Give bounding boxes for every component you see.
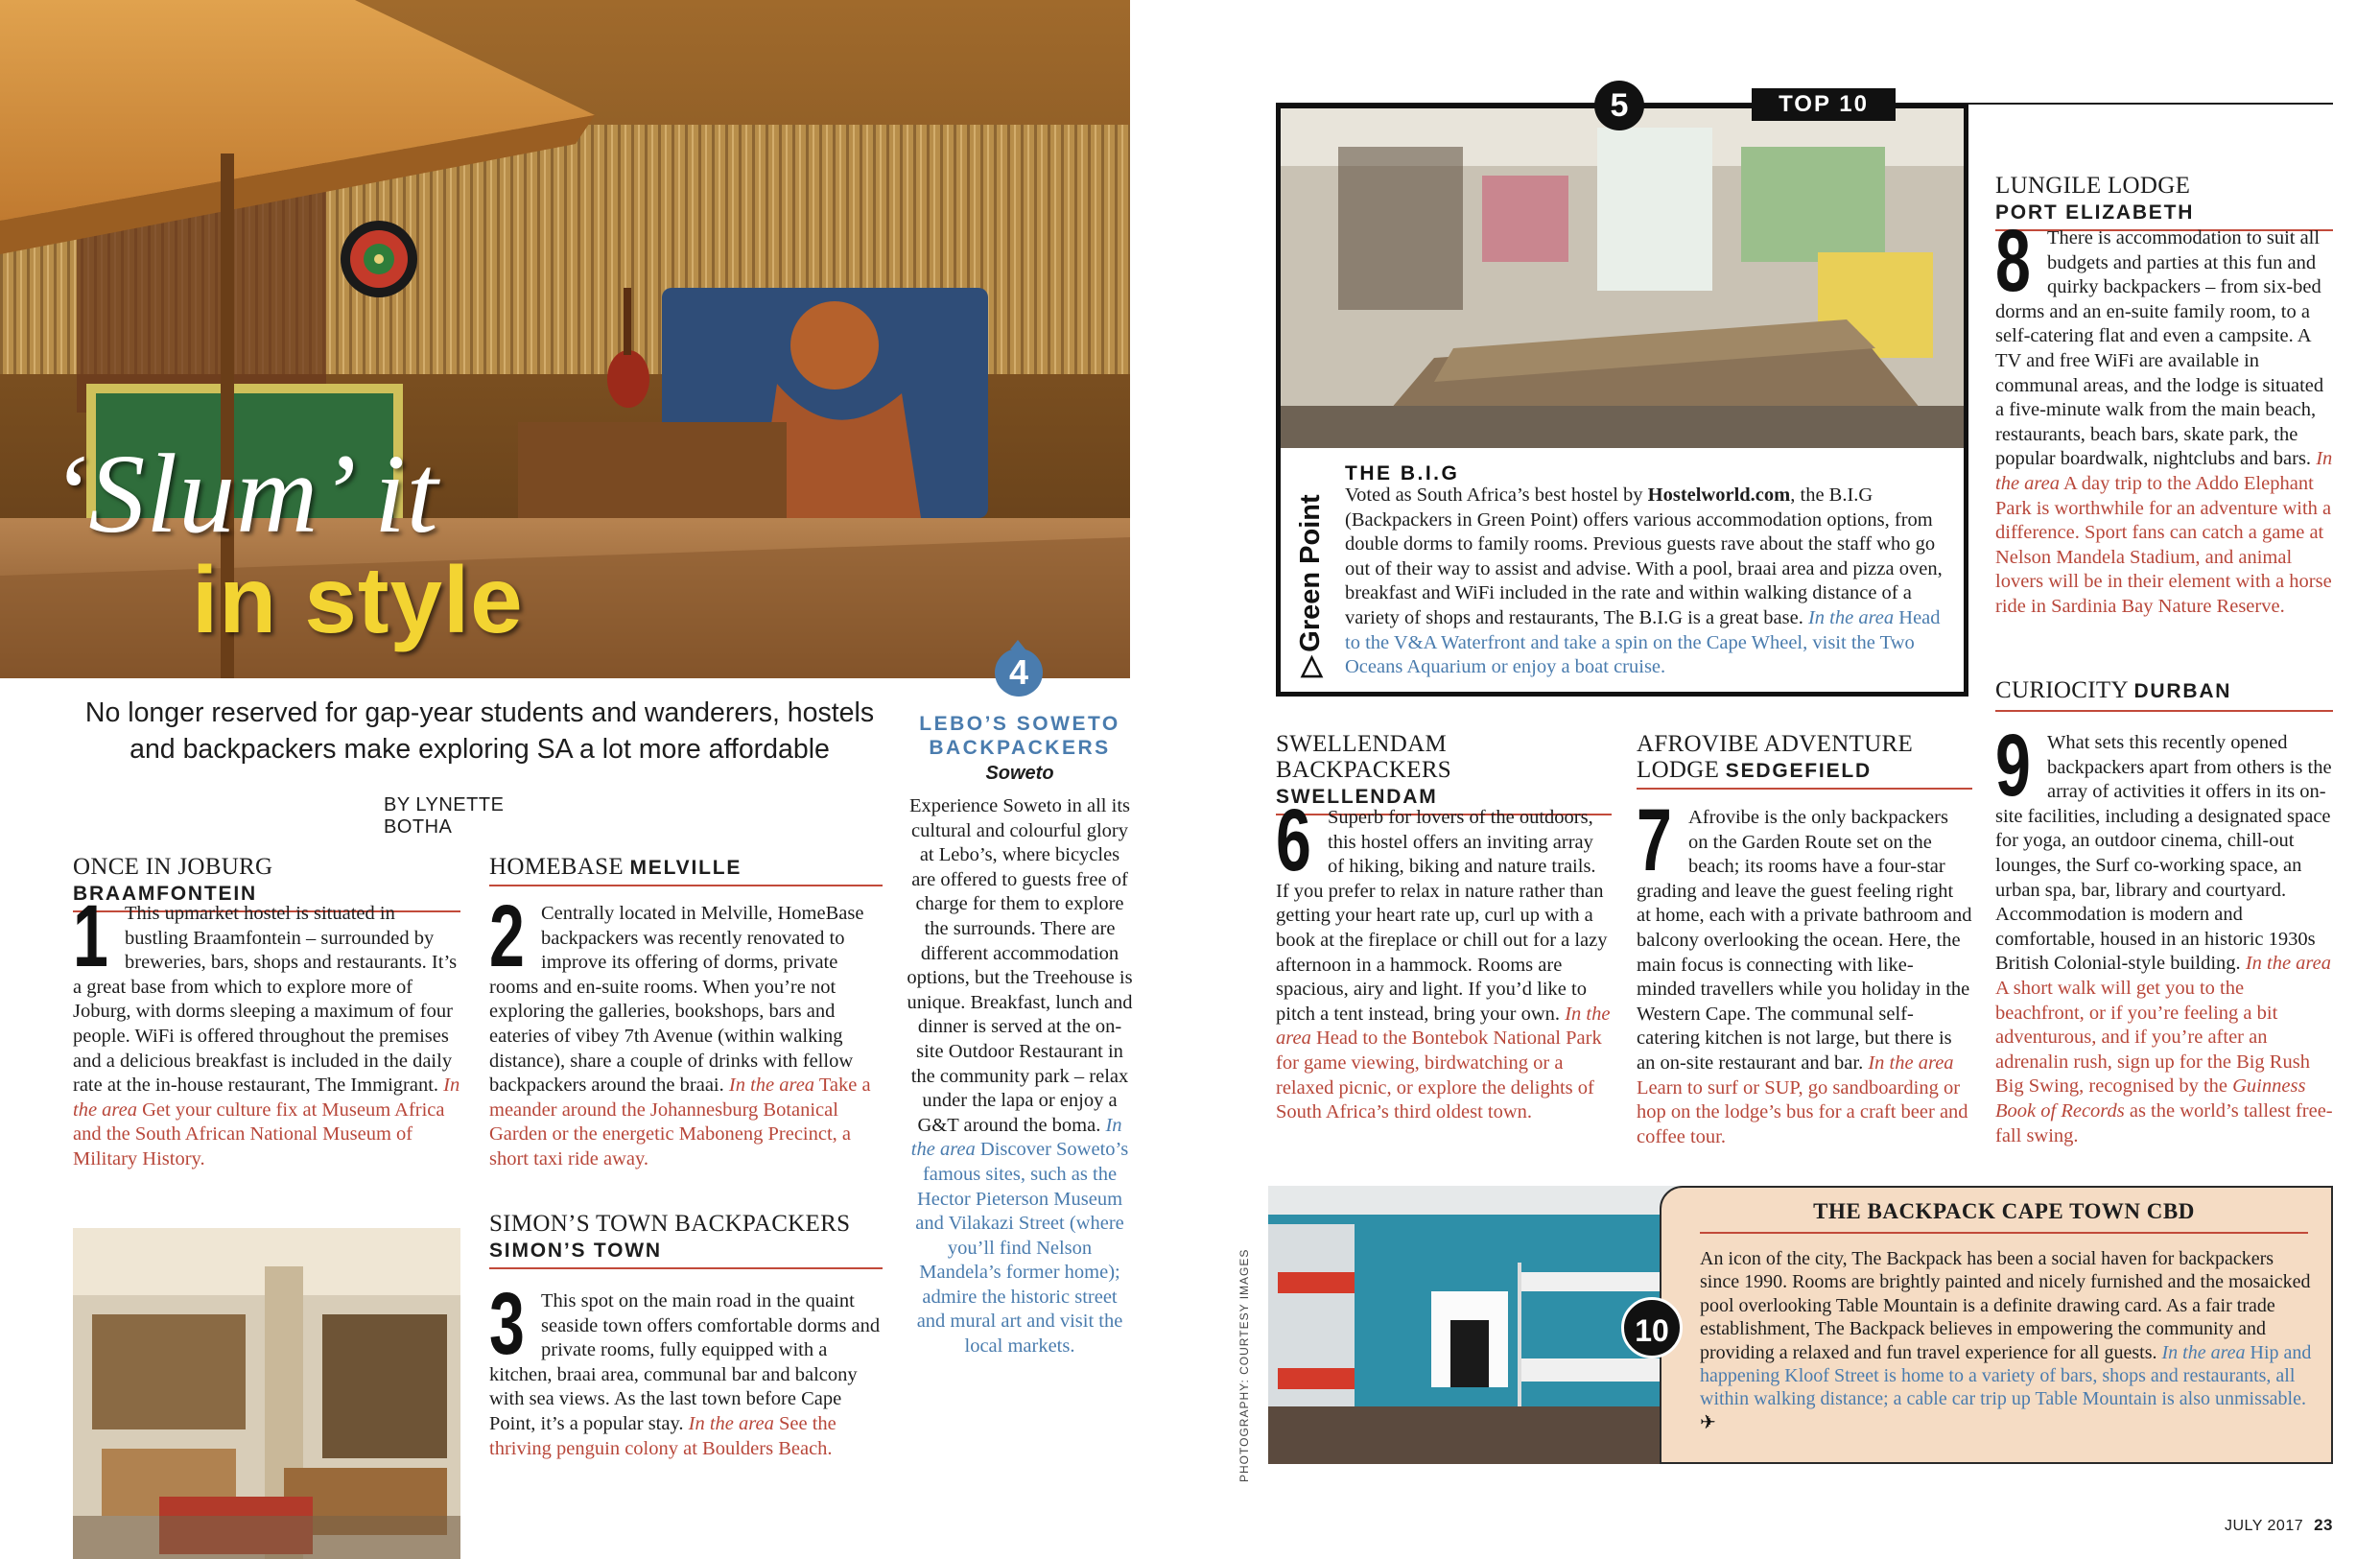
lobby-photo bbox=[73, 1228, 460, 1559]
entry-4-name-1: LEBO’S SOWETO bbox=[919, 713, 1120, 735]
entry-1-area: Get your culture fix at Museum Africa and the South African National Museum of Military History. bbox=[73, 1098, 445, 1169]
entry-9-text bbox=[1995, 717, 2333, 1148]
entry-8-body: There is accommodation to suit all budgets and parties at this fun and quirky backpackers – from six-bed dorms and an en-suite family room, to a self-catering flat and even a campsite. A TV and free WiFi are available in communal areas, and the lodge is situated a five-minute walk from the main beach, restaurants, beach bars, skate park, the popular boardwalk, nightclubs and bars. bbox=[1995, 227, 2324, 470]
entry-9-place: DURBAN bbox=[2133, 680, 2232, 702]
entry-5-side-label bbox=[1293, 447, 1328, 677]
entry-5-side-label-text: Green Point bbox=[1295, 494, 1326, 652]
hero-photo bbox=[0, 0, 1130, 678]
entry-4-number: 4 bbox=[1008, 652, 1029, 692]
entry-7-area-label: In the area bbox=[1868, 1051, 1954, 1074]
end-mark-plane-icon: ✈ bbox=[1700, 1411, 1716, 1433]
entry-10-area-label: In the area bbox=[2161, 1341, 2246, 1363]
entry-6-header bbox=[1276, 731, 1612, 815]
entry-1-area-label: In the area bbox=[73, 1075, 460, 1121]
entry-2-area-label: In the area bbox=[728, 1075, 815, 1097]
entry-8-name: LUNGILE LODGE bbox=[1995, 173, 2191, 199]
entry-6-area: Head to the Bontebok National Park for game viewing, birdwatching or a relaxed picnic, or explore the delights of South Africa’s third oldest town. bbox=[1276, 1028, 1602, 1123]
entry-5-body-pre: Voted as South Africa’s best hostel by bbox=[1345, 484, 1648, 506]
entry-2-area: Take a meander around the Johannesburg Botanical Garden or the energetic Maboneng Precinct, a short taxi ride away. bbox=[489, 1075, 871, 1169]
entry-7-name-1: AFROVIBE ADVENTURE bbox=[1637, 731, 1914, 757]
standfirst-line2: and backpackers make exploring SA a lot more affordable bbox=[130, 734, 830, 765]
entry-4-name-2: BACKPACKERS bbox=[929, 737, 1111, 759]
entry-5-photo-illustration bbox=[1281, 108, 1964, 448]
entry-2-name: HOMEBASE bbox=[489, 854, 624, 880]
entry-2-body: Centrally located in Melville, HomeBase backpackers was recently renovated to improve its offering of dorms, private rooms and en-suite rooms. When you’re not exploring the galleries, bookshops, bars and eateries of vibey 7th Avenue (within walking distance), share a couple of drinks with fellow backpackers around the braai. bbox=[489, 903, 864, 1097]
entry-10-photo bbox=[1268, 1186, 1681, 1464]
entry-5-text bbox=[1345, 484, 1945, 680]
entry-7-body: Afrovibe is the only backpackers on the Garden Route set on the beach; its rooms have a four-star grading and leave the guest feeling right at home, each with a private bathroom and balcony overlooking the ocean. Here, the main focus is connecting with like-minded travellers while you holiday in the Western Cape. The communal self-catering kitchen is not large, but there is an on-site restaurant and bar. bbox=[1637, 807, 1972, 1074]
entry-3-name: SIMON’S TOWN BACKPACKERS bbox=[489, 1211, 851, 1237]
entry-9-area-pre: A short walk will get you to the beachfront, or if you’re feeling a bit adventurous, and if you’re after an adrenalin rush, sign up for the Big Rush Big Swing, recognised by the bbox=[1995, 977, 2310, 1098]
entry-5-number-badge bbox=[1594, 81, 1644, 130]
entry-3-header bbox=[489, 1211, 883, 1269]
entry-8-place: PORT ELIZABETH bbox=[1995, 201, 2195, 224]
entry-5-badge bbox=[1752, 88, 1896, 121]
photo-credit-text: PHOTOGRAPHY: COURTESY IMAGES bbox=[1237, 1248, 1251, 1482]
entry-10-area: Hip and happening Kloof Street is home to a variety of bars, shops and restaurants, all within walking distance; a cable car trip up Table Mountain is also unmissable. bbox=[1700, 1341, 2312, 1410]
entry-4-body: Experience Soweto in all its cultural and colourful glory at Lebo’s, where bicycles are offered to guests free of charge for them to explore the surrounds. There are different accommodation options, but the Treehouse is unique. Breakfast, lunch and dinner is served at the on-site Outdoor Restaurant in the community park – relax under the lapa or enjoy a G&T around the boma. bbox=[907, 795, 1133, 1136]
entry-9-name: CURIOCITY bbox=[1995, 677, 2128, 703]
lobby-photo-illustration bbox=[73, 1228, 460, 1559]
entry-4-area-label: In the area bbox=[910, 1114, 1122, 1161]
entry-1-body: This upmarket hostel is situated in bustling Braamfontein – surrounded by breweries, bars, shops and restaurants. It’s a great base from which to explore more of Joburg, with dorms sleeping a maximum of four people. WiFi is offered throughout the premises and a delicious breakfast is included in the daily rate at the in-house restaurant, The Immigrant. bbox=[73, 903, 458, 1097]
standfirst-line1: No longer reserved for gap-year students and wanderers, hostels bbox=[84, 697, 875, 728]
entry-10-photo-illustration bbox=[1268, 1186, 1681, 1464]
byline: BY LYNETTE BOTHA bbox=[384, 794, 505, 838]
entry-5-body-post: , the B.I.G (Backpackers in Green Point) offers various accommodation options, from double dorms to family rooms. Previous guests rave about the staff who go out of their way to assist and advise. With a pool, braai area and pizza oven, breakfast and WiFi included in the rate and within walking distance of a variety of shops and restaurants, The B.I.G is a great base. bbox=[1345, 484, 1943, 628]
entry-8-number: 8 bbox=[1995, 212, 2031, 310]
entry-1-place: BRAAMFONTEIN bbox=[73, 883, 257, 905]
entry-8-header bbox=[1995, 173, 2333, 231]
entry-1-name: ONCE IN JOBURG bbox=[73, 854, 273, 880]
entry-6-place: SWELLENDAM bbox=[1276, 786, 1438, 808]
entry-5-name: THE B.I.G bbox=[1345, 462, 1460, 484]
entry-3-number: 3 bbox=[489, 1275, 525, 1373]
entry-10-name: THE BACKPACK CAPE TOWN CBD bbox=[1813, 1199, 2195, 1223]
entry-10-header bbox=[1700, 1199, 2308, 1234]
entry-9-number: 9 bbox=[1995, 717, 2031, 815]
entry-2-place: MELVILLE bbox=[629, 857, 742, 879]
entry-4-number-badge bbox=[995, 649, 1043, 697]
entry-4-marker-arrow bbox=[1010, 637, 1025, 647]
entry-5-number: 5 bbox=[1610, 87, 1629, 124]
entry-2-text bbox=[489, 887, 883, 1172]
entry-7-name-2: LODGE bbox=[1637, 757, 1720, 783]
headline-line1: ‘Slum’ it bbox=[50, 431, 439, 556]
entry-3-area-label: In the area bbox=[688, 1412, 774, 1434]
entry-7-place: SEDGEFIELD bbox=[1725, 760, 1872, 782]
standfirst bbox=[58, 695, 902, 768]
footer bbox=[2158, 1516, 2333, 1535]
entry-7-number: 7 bbox=[1637, 791, 1672, 889]
footer-date: JULY 2017 bbox=[2224, 1518, 2304, 1534]
entry-6-body: Superb for lovers of the outdoors, this hostel offers an inviting array of hiking, biking and nature trails. If you prefer to relax in nature rather than getting your heart rate up, curl up with a book at the fireplace or chill out for a lazy afternoon in a hammock. Rooms are spacious, airy and light. If you’d like to pitch a tent instead, bring your own. bbox=[1276, 807, 1608, 1025]
entry-9-area-post: as the world’s tallest free-fall swing. bbox=[1995, 1099, 2333, 1146]
entry-5-area: Head to the V&A Waterfront and take a spin on the Cape Wheel, visit the Two Oceans Aquarium or enjoy a boat cruise. bbox=[1345, 606, 1941, 678]
entry-9-area-label: In the area bbox=[2245, 953, 2331, 975]
footer-page-number: 23 bbox=[2314, 1516, 2333, 1534]
entry-3-place: SIMON’S TOWN bbox=[489, 1240, 662, 1262]
entry-2-header bbox=[489, 854, 883, 886]
entry-5-badge-text: TOP 10 bbox=[1779, 91, 1869, 117]
entry-7-header bbox=[1637, 731, 1972, 790]
entry-3-area: See the thriving penguin colony at Boulders Beach. bbox=[489, 1412, 837, 1459]
entry-1-text bbox=[73, 887, 460, 1172]
entry-10-body: An icon of the city, The Backpack has been a social haven for backpackers since 1990. Rooms are brightly painted and nicely furnished and the mosaicked pool overlooking Table Mountain is a definite drawing card. As a fair trade establishment, The Backpack believes in empowering the community and providing a relaxed and fun travel experience for all guests. bbox=[1700, 1248, 2311, 1363]
entry-3-body: This spot on the main road in the quaint seaside town offers comfortable dorms and private rooms, fully equipped with a kitchen, braai area, communal bar and balcony with sea views. As the last town before Cape Point, it’s a popular stay. bbox=[489, 1290, 881, 1434]
entry-9-body: What sets this recently opened backpackers apart from others is the array of activities it offers in its on-site facilities, including a designated space for yoga, an outdoor cinema, chill-out lounges, the Surf co-working space, an urban spa, bar, library and courtyard. Accommodation is modern and comfortable, housed in an historic 1930s British Colonial-style building. bbox=[1995, 732, 2332, 975]
entry-8-area: A day trip to the Addo Elephant Park is worthwhile for an adventure with a difference. Sport fans can catch a game at Nelson Mandela Stadium, and animal lovers will be in their element with a horse ride in Sardinia Bay Nature Reserve. bbox=[1995, 472, 2332, 617]
entry-3-text bbox=[489, 1275, 883, 1461]
entry-6-area-label: In the area bbox=[1276, 1003, 1611, 1050]
entry-5-area-label: In the area bbox=[1807, 606, 1895, 628]
entry-10-number-badge bbox=[1621, 1297, 1683, 1358]
entry-8-area-label: In the area bbox=[1995, 448, 2333, 494]
entry-2-number: 2 bbox=[489, 887, 525, 985]
entry-5-photo bbox=[1281, 108, 1964, 448]
photo-credit bbox=[1237, 1233, 1251, 1482]
entry-6-number: 6 bbox=[1276, 791, 1311, 889]
entry-10-number: 10 bbox=[1635, 1313, 1669, 1348]
headline-line2: in style bbox=[192, 547, 524, 652]
entry-6-name: SWELLENDAM BACKPACKERS bbox=[1276, 731, 1451, 783]
entry-5-body-bold: Hostelworld.com bbox=[1647, 484, 1791, 506]
entry-4-area: Discover Soweto’s famous sites, such as the Hector Pieterson Museum and Vilakazi Street (where you’ll find Nelson Mandela’s former home); admire the historic street and mural art and visit the local markets. bbox=[915, 1139, 1129, 1358]
entry-7-text bbox=[1637, 791, 1972, 1149]
entry-9-area-italic: Guinness Book of Records bbox=[1995, 1075, 2306, 1122]
entry-1-number: 1 bbox=[73, 887, 108, 985]
entry-4-place: Soweto bbox=[985, 763, 1054, 784]
entry-4-header bbox=[907, 712, 1133, 786]
entry-9-header bbox=[1995, 677, 2333, 712]
entry-7-area: Learn to surf or SUP, go sandboarding or hop on the lodge’s bus for a craft beer and coffee tour. bbox=[1637, 1076, 1968, 1147]
entry-5-side-arrow-icon: ▷ bbox=[1295, 655, 1326, 677]
entry-10-text bbox=[1700, 1247, 2314, 1434]
entry-4-text bbox=[907, 794, 1133, 1359]
hero-photo-illustration bbox=[0, 0, 1130, 678]
